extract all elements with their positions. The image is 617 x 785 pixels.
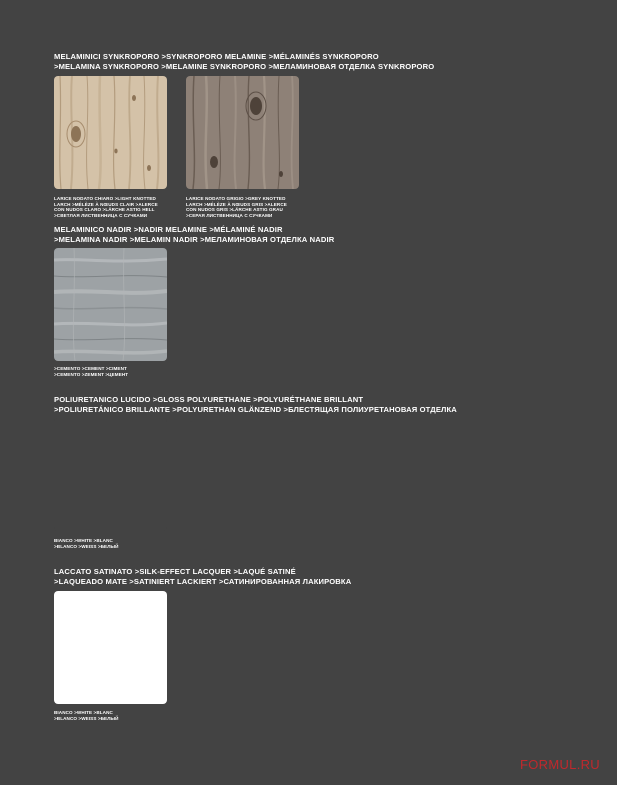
caption-line: LARICE NODATO GRIGIO >GREY KNOTTED [186, 196, 286, 201]
swatch-light-knotted-larch[interactable] [54, 76, 167, 189]
watermark: FORMUL.RU [520, 757, 600, 772]
heading-line: MELAMINICO NADIR >NADIR MELAMINE >MÉLAMINÉ NADIR [54, 225, 283, 234]
caption-line: >BLANCO >WEISS >БЕЛЫЙ [54, 543, 119, 549]
swatch-gloss-white[interactable] [54, 418, 167, 531]
caption-line: BIANCO >WHITE >BLANC [54, 710, 113, 715]
grey-wood-texture [186, 76, 299, 189]
caption-line: >СЕРАЯ ЛИСТВЕННИЦА С СУЧКАМИ [186, 212, 273, 218]
heading-line: >LAQUEADO MATE >SATINIERT LACKIERT >САТИНИРОВАННАЯ ЛАКИРОВКА [54, 576, 352, 586]
heading-line: >MELAMINA NADIR >MELAMIN NADIR >МЕЛАМИНОВАЯ ОТДЕЛКА NADIR [54, 234, 335, 244]
caption-line: BIANCO >WHITE >BLANC [54, 538, 113, 543]
caption-line: LARCH >MÉLÈZE À NŒUDS CLAIR >ALERCE [54, 201, 158, 207]
caption-line: LARICE NODATO CHIARO >LIGHT KNOTTED [54, 196, 156, 201]
light-wood-texture [54, 76, 167, 189]
heading-line: MELAMINICI SYNKROPORO >SYNKROPORO MELAMINE >MÉLAMINÉS SYNKROPORO [54, 52, 379, 61]
swatch-satin-white[interactable] [54, 591, 167, 704]
swatch-caption [186, 196, 287, 218]
cement-texture [54, 248, 167, 361]
swatch-cement[interactable] [54, 248, 167, 361]
swatch-caption [54, 710, 119, 721]
swatch-caption [54, 196, 158, 218]
section-heading-nadir [54, 225, 334, 244]
caption-line: >СВЕТЛАЯ ЛИСТВЕННИЦА С СУЧКАМИ [54, 212, 148, 218]
heading-line: >POLIURETÁNICO BRILLANTE >POLYURETHAN GLÄNZEND >БЛЕСТЯЩАЯ ПОЛИУРЕТАНОВАЯ ОТДЕЛКА [54, 404, 457, 414]
section-heading-gloss [54, 395, 457, 414]
caption-line: LARCH >MÉLÈZE À NŒUDS GRIS >ALERCE [186, 201, 287, 207]
section-heading-satin [54, 567, 351, 586]
heading-line: POLIURETANICO LUCIDO >GLOSS POLYURETHANE >POLYURÉTHANE BRILLANT [54, 395, 364, 404]
caption-line: >BLANCO >WEISS >БЕЛЫЙ [54, 715, 119, 721]
caption-line: >CEMENTO >CEMENT >CIMENT [54, 366, 127, 371]
caption-line: >CEMENTO >ZEMENT >ЦЕМЕНТ [54, 371, 129, 377]
swatch-caption [54, 366, 128, 377]
swatch-grey-knotted-larch[interactable] [186, 76, 299, 189]
caption-line: CON NUDOS CLARO >LÄRCHE ASTIG HELL [54, 207, 155, 213]
heading-line: LACCATO SATINATO >SILK-EFFECT LACQUER >LAQUÉ SATINÉ [54, 567, 296, 576]
heading-line: >MELAMINA SYNKROPORO >MELAMINE SYNKROPORO >МЕЛАМИНОВАЯ ОТДЕЛКА SYNKROPORO [54, 61, 435, 71]
caption-line: CON NUDOS GRIS >LÄRCHE ASTIG GRAU [186, 207, 283, 213]
section-heading-synkroporo [54, 52, 434, 71]
swatch-caption [54, 538, 119, 549]
